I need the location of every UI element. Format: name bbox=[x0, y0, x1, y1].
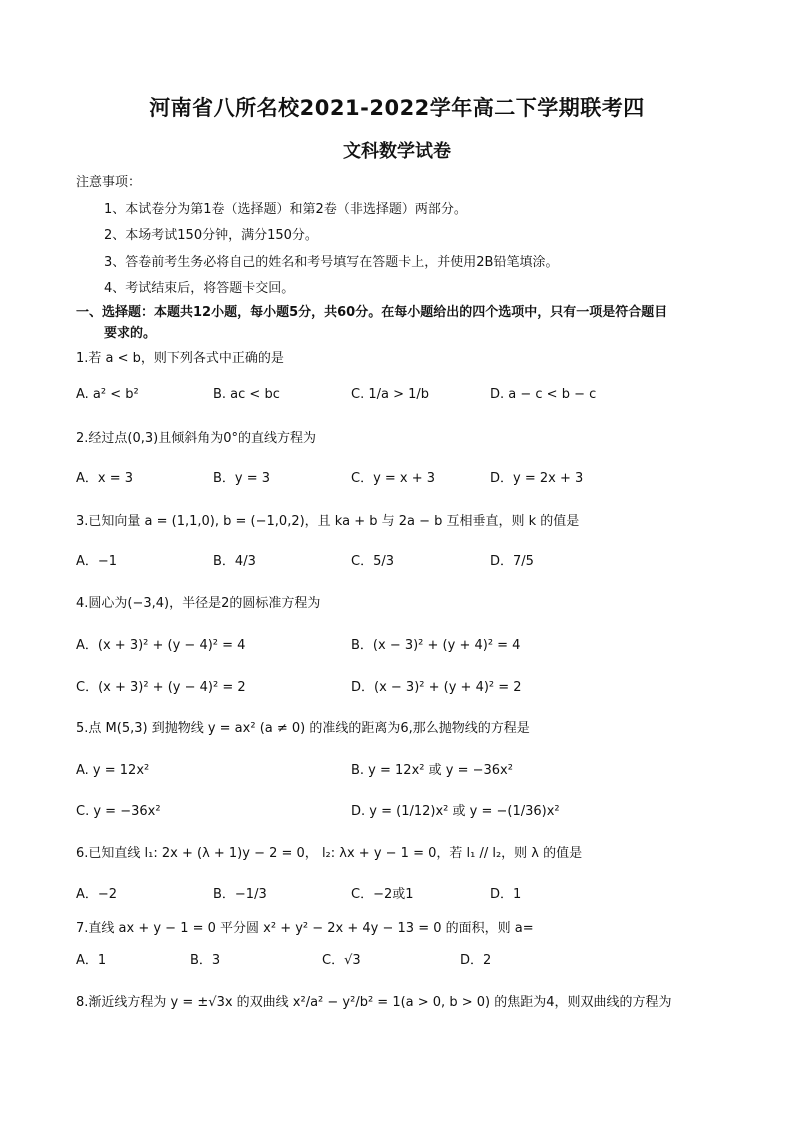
question-stem: 7.直线 ax + y − 1 = 0 平分圆 x² + y² − 2x + 4y − 13 = 0 的面积，则 a= bbox=[76, 921, 534, 936]
question-option: C. 1/a > 1/b bbox=[351, 387, 430, 402]
notice-item: 1、本试卷分为第1卷（选择题）和第2卷（非选择题）两部分。 bbox=[104, 202, 467, 217]
question-stem: 4.圆心为(−3,4)，半径是2的圆标准方程为 bbox=[76, 596, 321, 611]
question-stem: 1.若 a < b，则下列各式中正确的是 bbox=[76, 351, 284, 366]
question-option: D．7/5 bbox=[490, 554, 534, 569]
question-option: B. y = 12x² 或 y = −36x² bbox=[351, 763, 513, 778]
question-option: A．−2 bbox=[76, 887, 118, 902]
question-option: A．−1 bbox=[76, 554, 118, 569]
question-stem: 6.已知直线 l₁: 2x + (λ + 1)y − 2 = 0， l₂: λx + y − 1 = 0，若 l₁ // l₂，则 λ 的值是 bbox=[76, 846, 583, 861]
question-option: D．2 bbox=[460, 953, 492, 968]
notice-item: 4、考试结束后，将答题卡交回。 bbox=[104, 281, 295, 296]
section-heading-cont: 要求的。 bbox=[104, 326, 157, 341]
question-option: C．√3 bbox=[322, 953, 361, 968]
question-option: C．y = x + 3 bbox=[351, 471, 436, 486]
question-option: C．−2或1 bbox=[351, 887, 414, 902]
notice-item: 3、答卷前考生务必将自己的姓名和考号填写在答题卡上，并使用2B铅笔填涂。 bbox=[104, 255, 559, 270]
question-stem: 5.点 M(5,3) 到抛物线 y = ax² (a ≠ 0) 的准线的距离为6,那么抛物线的方程是 bbox=[76, 721, 530, 736]
question-option: A．(x + 3)² + (y − 4)² = 4 bbox=[76, 638, 246, 653]
notice-heading: 注意事项： bbox=[76, 175, 142, 190]
question-option: D．y = 2x + 3 bbox=[490, 471, 584, 486]
question-stem: 8.渐近线方程为 y = ±√3x 的双曲线 x²/a² − y²/b² = 1(a > 0, b > 0) 的焦距为4，则双曲线的方程为 bbox=[76, 995, 672, 1010]
question-option: A. a² < b² bbox=[76, 387, 139, 402]
question-option: B. ac < bc bbox=[213, 387, 280, 402]
page-subtitle: 文科数学试卷 bbox=[343, 141, 451, 162]
question-option: D．1 bbox=[490, 887, 522, 902]
question-option: B．−1/3 bbox=[213, 887, 267, 902]
question-stem: 2.经过点(0,3)且倾斜角为0°的直线方程为 bbox=[76, 431, 316, 446]
question-option: B．y = 3 bbox=[213, 471, 271, 486]
question-option: C．5/3 bbox=[351, 554, 394, 569]
question-option: B．(x − 3)² + (y + 4)² = 4 bbox=[351, 638, 521, 653]
question-option: C．(x + 3)² + (y − 4)² = 2 bbox=[76, 680, 246, 695]
question-option: A．1 bbox=[76, 953, 107, 968]
question-option: A. y = 12x² bbox=[76, 763, 150, 778]
question-option: B．4/3 bbox=[213, 554, 256, 569]
question-stem: 3.已知向量 a = (1,1,0), b = (−1,0,2)，且 ka + b 与 2a − b 互相垂直，则 k 的值是 bbox=[76, 514, 580, 529]
question-option: D. y = (1/12)x² 或 y = −(1/36)x² bbox=[351, 804, 560, 819]
notice-item: 2、本场考试150分钟，满分150分。 bbox=[104, 228, 318, 243]
question-option: B．3 bbox=[190, 953, 221, 968]
question-option: C. y = −36x² bbox=[76, 804, 161, 819]
page-title: 河南省八所名校2021-2022学年高二下学期联考四 bbox=[149, 96, 645, 120]
question-option: A．x = 3 bbox=[76, 471, 134, 486]
question-option: D. a − c < b − c bbox=[490, 387, 597, 402]
section-heading: 一、选择题：本题共12小题，每小题5分，共60分。在每小题给出的四个选项中，只有一项是符合题目 bbox=[76, 305, 668, 320]
question-option: D．(x − 3)² + (y + 4)² = 2 bbox=[351, 680, 522, 695]
